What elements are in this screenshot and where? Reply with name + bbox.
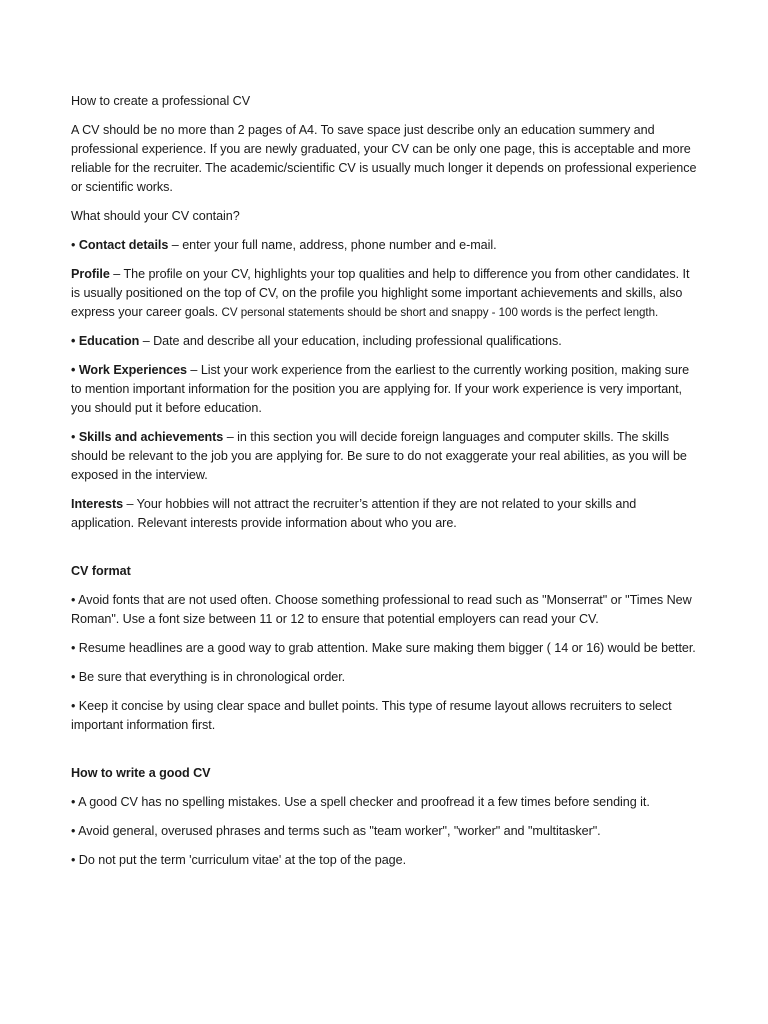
education-item (71, 332, 701, 351)
document-title: How to create a professional CV (71, 94, 251, 108)
item-label: Profile (71, 267, 110, 281)
format-item: • Keep it concise by using clear space and bullet points. This type of resume layout allows recruiters to select important information first. (71, 699, 672, 732)
bullet: • (71, 334, 79, 348)
skills-item (71, 428, 701, 485)
good-cv-item: • Avoid general, overused phrases and terms such as "team worker", "worker" and "multitasker". (71, 824, 601, 838)
section-gap (71, 745, 701, 764)
item-text: – enter your full name, address, phone number and e-mail. (168, 238, 497, 252)
bullet: • (71, 238, 79, 252)
cv-format-heading: CV format (71, 564, 131, 578)
item-label: Work Experiences (78, 363, 187, 377)
good-cv-heading: How to write a good CV (71, 766, 211, 780)
item-label: Skills and achievements (78, 430, 224, 444)
format-item: • Avoid fonts that are not used often. Choose something professional to read such as "Monserrat" or "Times New Roman". Use a font size between 11 or 12 to ensure that potential employers can read your CV. (71, 593, 692, 626)
section-gap (71, 543, 701, 562)
work-experiences-item (71, 361, 701, 418)
contact-details-item (71, 236, 701, 255)
bullet: • (71, 430, 79, 444)
intro-paragraph: A CV should be no more than 2 pages of A4. To save space just describe only an education summery and professional experience. If you are newly graduated, your CV can be only one page, this is acceptable and more reliable for the recruiter. The academic/scientific CV is usually much longer it depends on professional experience or scientific works. (71, 123, 697, 194)
item-label: Contact details (78, 238, 169, 252)
interests-item (71, 495, 701, 533)
contents-question: What should your CV contain? (71, 209, 240, 223)
item-text: – Your hobbies will not attract the recruiter’s attention if they are not related to your skills and application. Relevant interests provide information about who you are. (71, 497, 637, 530)
item-text: – The profile on your CV, highlights your top qualities and help to difference you from other candidates. It is usually positioned on the top of CV, on the profile you highlight some important achievements and skills, also express your career goals. (71, 267, 690, 319)
item-text-tail: CV personal statements should be short and snappy - 100 words is the perfect length. (221, 306, 659, 319)
item-label: Interests (71, 497, 124, 511)
format-item: • Resume headlines are a good way to grab attention. Make sure making them bigger ( 14 or 16) would be better. (71, 641, 696, 655)
item-label: Education (78, 334, 140, 348)
item-text: – in this section you will decide foreign languages and computer skills. The skills should be relevant to the job you are applying for. Be sure to do not exaggerate your real abilities, as you will be exposed in the interview. (71, 430, 687, 482)
format-item: • Be sure that everything is in chronological order. (71, 670, 346, 684)
item-text: – List your work experience from the earliest to the currently working position, making sure to mention important information for the position you are applying for. If your work experience is very important, you should put it before education. (71, 363, 690, 415)
bullet: • (71, 363, 79, 377)
good-cv-item: • A good CV has no spelling mistakes. Use a spell checker and proofread it a few times before sending it. (71, 795, 650, 809)
good-cv-item: • Do not put the term 'curriculum vitae' at the top of the page. (71, 853, 407, 867)
item-text: – Date and describe all your education, including professional qualifications. (139, 334, 562, 348)
profile-item (71, 265, 701, 322)
document-page (71, 92, 701, 880)
